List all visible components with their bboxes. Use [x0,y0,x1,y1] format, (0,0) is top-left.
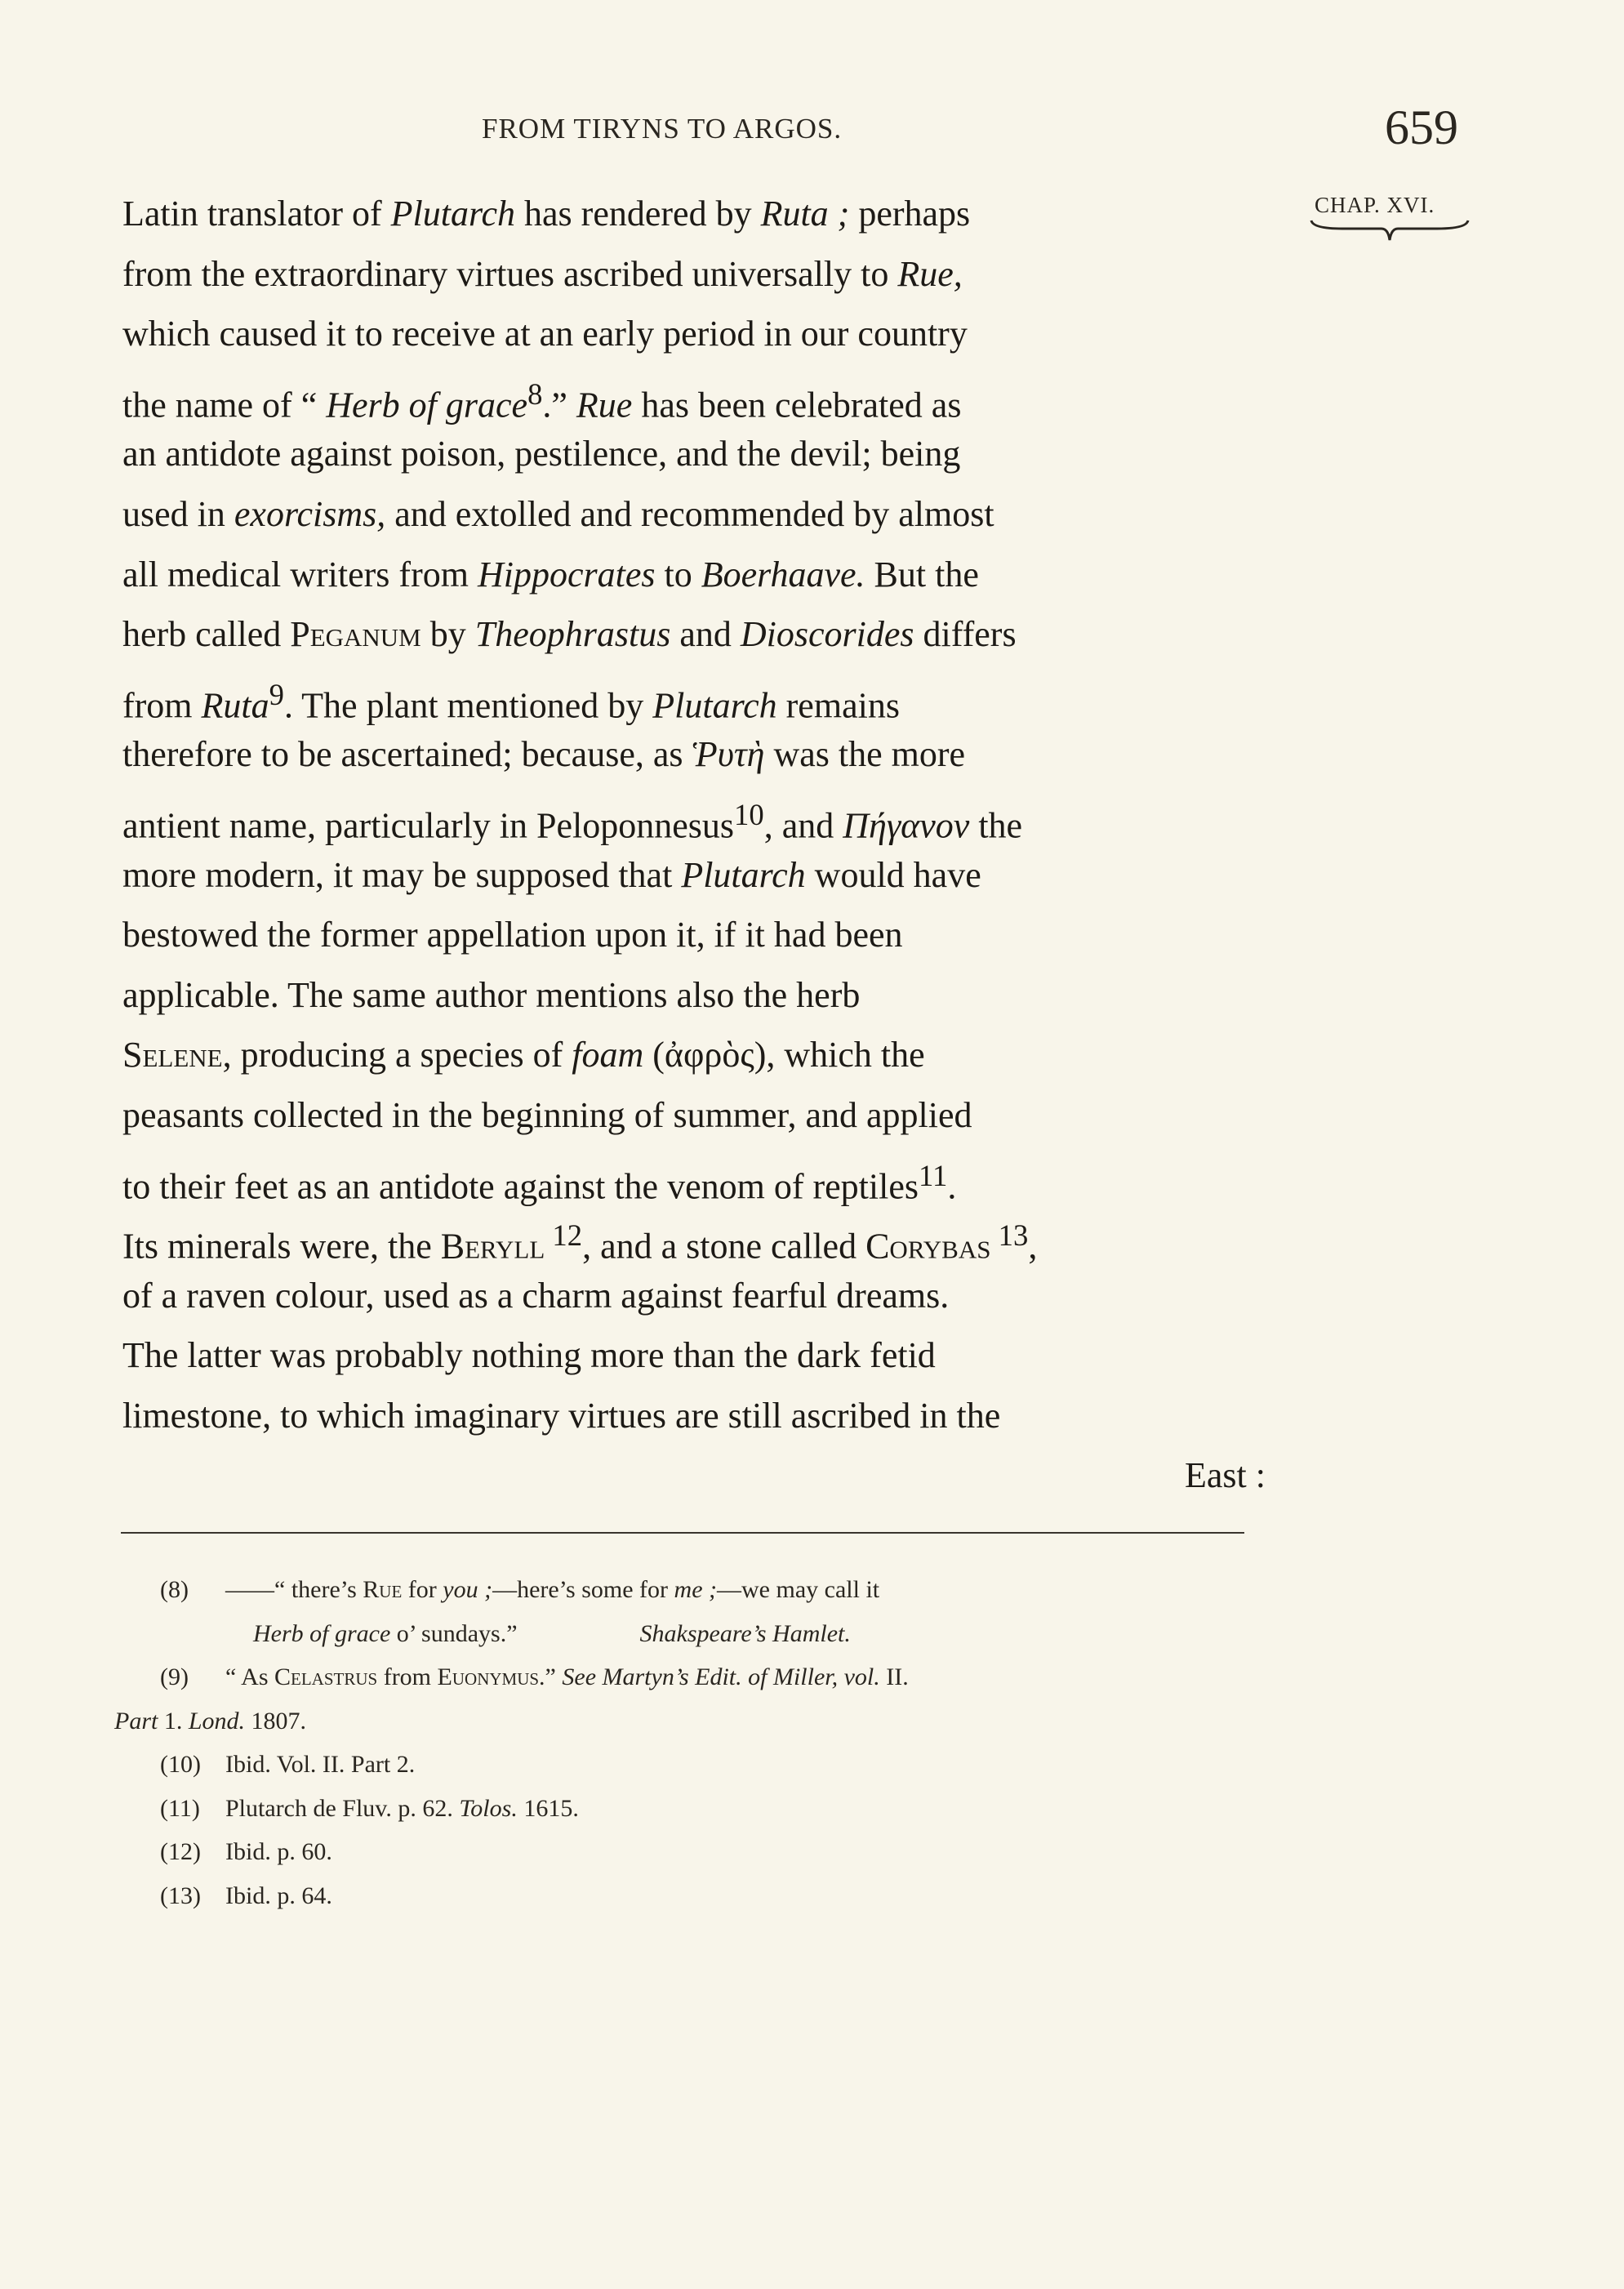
footnote-12: (12) Ibid. p. 60. [114,1830,1274,1874]
body-line: to their feet as an antidote against the venom of reptiles$^{11}$. [122,1158,957,1207]
body-line: from Ruta$^9$. The plant mentioned by Plutarch remains [122,677,900,726]
footnote-ref: 13 [990,1218,1029,1253]
footnote-9-continued: Part 1. Lond. 1807. [114,1707,307,1735]
body-line: Latin translator of Plutarch has rendered by Ruta ; perhaps [122,194,971,234]
footnote-8: (8) ——“ there’s Rue for you ;—here’s some for me ;—we may call it [114,1568,1274,1612]
body-line: from the extraordinary virtues ascribed universally to Rue, [122,253,963,294]
body-line: used in exorcisms, and extolled and recommended by almost [122,493,994,534]
chapter-label: CHAP. XVI. [1315,193,1435,217]
body-line: The latter was probably nothing more than the dark fetid [122,1335,936,1376]
running-title: FROM TIRYNS TO ARGOS. [482,113,843,145]
footnote-divider [121,1532,1244,1534]
body-text [122,184,1266,1506]
footnote-ref: 12 [545,1218,583,1253]
body-line: therefore to be ascertained; because, as Ῥυτὴ was the more [122,734,966,775]
page-number: 659 [1385,100,1458,154]
footnote-ref: 8 [527,376,543,411]
footnote-10: (10) Ibid. Vol. II. Part 2. [114,1743,1274,1787]
body-line: herb called Peganum by Theophrastus and Dioscorides differs [122,614,1017,655]
body-line: an antidote against poison, pestilence, and the devil; being [122,434,961,474]
body-line: applicable. The same author mentions also the herb [122,974,861,1015]
footnote-9: (9) “ As Celastrus from Euonymus.” See Martyn’s Edit. of Miller, vol. II. [114,1655,1274,1699]
body-line: Selene, producing a species of foam (ἀφρὸς), which the [122,1035,925,1075]
body-line: peasants collected in the beginning of summer, and applied [122,1094,972,1135]
body-line: East : [1185,1455,1266,1496]
footnote-number: (11) [160,1794,200,1822]
footnote-number: (8) [160,1576,189,1603]
body-line: all medical writers from Hippocrates to Boerhaave. But the [122,554,979,595]
footnote-ref: 10 [734,797,764,831]
body-line: the name of “ Herb of grace$^8$.” Rue has been celebrated as [122,376,962,425]
footnote-11: (11) Plutarch de Fluv. p. 62. Tolos. 1615. [114,1787,1274,1831]
body-line: Its minerals were, the Beryll $^{12}$, and a stone called Corybas $^{13}$, [122,1218,1038,1267]
footnote-8-continued: Herb of grace o’ sundays.” Shakspeare’s Hamlet. [253,1619,851,1647]
body-line: which caused it to receive at an early period in our country [122,314,968,354]
footnotes [114,1568,1274,1917]
body-line: of a raven colour, used as a charm against fearful dreams. [122,1275,950,1316]
footnote-number: (9) [160,1663,189,1690]
footnote-number: (12) [160,1838,201,1865]
body-line: antient name, particularly in Peloponnesus$^{10}$, and Πήγανον the [122,797,1023,846]
body-line: more modern, it may be supposed that Plutarch would have [122,854,981,895]
body-line: bestowed the former appellation upon it, if it had been [122,915,903,955]
chapter-brace [1310,219,1470,243]
footnote-ref: 11 [919,1158,948,1192]
body-line: limestone, to which imaginary virtues are still ascribed in the [122,1395,1001,1436]
footnote-number: (13) [160,1882,201,1909]
footnote-number: (10) [160,1751,201,1778]
footnote-13: (13) Ibid. p. 64. [114,1874,1274,1918]
footnote-ref: 9 [269,677,284,711]
